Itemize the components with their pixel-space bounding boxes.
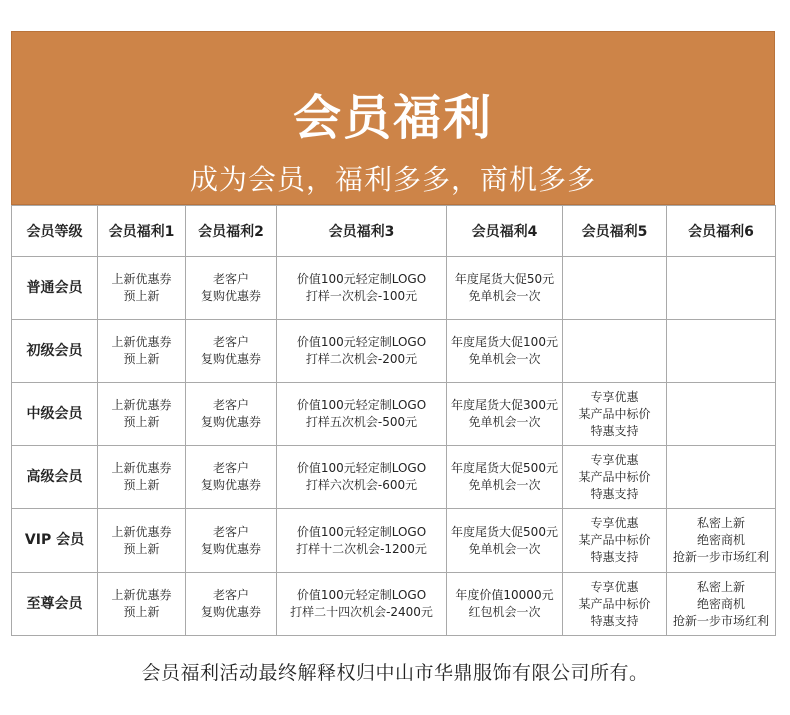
benefit-6-cell — [667, 573, 776, 636]
benefit-line: 年度尾货大促300元 — [451, 398, 558, 412]
footer-disclaimer: 会员福利活动最终解释权归中山市华鼎服饰有限公司所有。 — [141, 662, 649, 684]
benefit-line: 某产品中标价 — [578, 406, 651, 421]
column-header-benefit-1: 会员福利1 — [98, 206, 186, 257]
benefit-6-cell — [667, 257, 776, 320]
page-title: 会员福利 — [292, 90, 493, 146]
benefit-3-cell — [277, 257, 447, 320]
column-header-level: 会员等级 — [12, 206, 98, 257]
benefit-2-cell — [186, 320, 277, 383]
benefit-line: 年度价值10000元 — [455, 588, 554, 602]
benefit-line: 私密上新 — [696, 516, 745, 530]
benefit-5-cell — [563, 320, 667, 383]
benefit-line: 老客户 — [212, 272, 249, 286]
column-header-benefit-3: 会员福利3 — [277, 206, 447, 257]
table-row — [12, 509, 776, 573]
header-banner — [11, 31, 775, 205]
benefit-1-cell — [98, 257, 186, 320]
benefit-line: 价值100元轻定制LOGO — [296, 461, 427, 475]
benefit-line: 价值100元轻定制LOGO — [296, 398, 427, 412]
benefit-line: 年度尾货大促500元 — [451, 461, 558, 475]
benefit-line: 特惠支持 — [590, 423, 639, 438]
benefit-1-cell — [98, 383, 186, 446]
benefit-line: 复购优惠券 — [200, 605, 261, 619]
table-header-row — [12, 206, 776, 257]
benefit-line: 复购优惠券 — [200, 541, 261, 556]
benefit-6-cell — [667, 383, 776, 446]
benefit-line: 价值100元轻定制LOGO — [296, 524, 427, 539]
benefit-2-cell — [186, 509, 277, 573]
member-level-cell: VIP 会员 — [12, 509, 98, 573]
benefit-5-cell — [563, 257, 667, 320]
benefit-line: 老客户 — [212, 461, 249, 475]
benefit-line: 专享优惠 — [590, 452, 639, 467]
benefit-5-cell — [563, 573, 667, 636]
benefit-2-cell — [186, 383, 277, 446]
benefit-line: 上新优惠券 — [111, 335, 172, 349]
benefit-2-cell — [186, 446, 277, 509]
table-row — [12, 383, 776, 446]
benefit-line: 抢新一步市场红利 — [672, 550, 769, 564]
benefits-table-container — [11, 205, 775, 636]
benefit-1-cell — [98, 446, 186, 509]
benefit-line: 免单机会一次 — [468, 541, 541, 556]
benefit-line: 上新优惠券 — [111, 272, 172, 286]
benefit-line: 打样五次机会-500元 — [305, 415, 418, 429]
member-level-cell: 普通会员 — [12, 257, 98, 320]
benefit-line: 老客户 — [212, 588, 249, 602]
benefit-line: 预上新 — [123, 478, 160, 492]
member-level-cell: 初级会员 — [12, 320, 98, 383]
benefit-3-cell — [277, 446, 447, 509]
table-row — [12, 573, 776, 636]
benefit-4-cell — [447, 573, 563, 636]
benefit-line: 预上新 — [123, 289, 160, 303]
benefit-2-cell — [186, 257, 277, 320]
benefit-line: 复购优惠券 — [200, 352, 261, 366]
benefit-1-cell — [98, 320, 186, 383]
benefit-line: 年度尾货大促100元 — [451, 335, 558, 349]
benefit-6-cell — [667, 446, 776, 509]
benefit-line: 打样一次机会-100元 — [305, 289, 418, 303]
benefit-4-cell — [447, 446, 563, 509]
benefit-line: 打样六次机会-600元 — [305, 478, 418, 492]
benefit-5-cell — [563, 509, 667, 573]
table-body — [12, 257, 776, 636]
benefit-4-cell — [447, 257, 563, 320]
benefit-line: 预上新 — [123, 605, 160, 619]
table-row — [12, 320, 776, 383]
benefit-line: 某产品中标价 — [578, 596, 651, 611]
benefit-line: 专享优惠 — [590, 389, 639, 404]
table-row — [12, 446, 776, 509]
benefit-line: 特惠支持 — [590, 486, 639, 501]
benefit-line: 绝密商机 — [696, 533, 745, 547]
benefit-1-cell — [98, 509, 186, 573]
column-header-benefit-4: 会员福利4 — [447, 206, 563, 257]
benefit-line: 复购优惠券 — [200, 415, 261, 429]
benefit-line: 免单机会一次 — [468, 289, 541, 303]
benefit-line: 某产品中标价 — [578, 469, 651, 484]
column-header-benefit-6: 会员福利6 — [667, 206, 776, 257]
benefit-1-cell — [98, 573, 186, 636]
benefit-5-cell — [563, 383, 667, 446]
benefit-line: 打样二十四次机会-2400元 — [290, 605, 433, 619]
benefit-line: 专享优惠 — [590, 579, 639, 594]
benefit-3-cell — [277, 509, 447, 573]
column-header-benefit-2: 会员福利2 — [186, 206, 277, 257]
benefit-line: 预上新 — [123, 415, 160, 429]
member-level-cell: 高级会员 — [12, 446, 98, 509]
benefit-line: 上新优惠券 — [111, 461, 172, 475]
benefit-line: 私密上新 — [696, 579, 745, 594]
member-level-cell: 至尊会员 — [12, 573, 98, 636]
benefit-line: 年度尾货大促500元 — [451, 524, 558, 539]
benefit-5-cell — [563, 446, 667, 509]
benefit-line: 价值100元轻定制LOGO — [296, 335, 427, 349]
benefit-line: 复购优惠券 — [200, 289, 261, 303]
benefit-2-cell — [186, 573, 277, 636]
benefit-line: 打样十二次机会-1200元 — [296, 541, 427, 556]
benefit-6-cell — [667, 320, 776, 383]
benefit-line: 免单机会一次 — [468, 415, 541, 429]
benefit-line: 复购优惠券 — [200, 478, 261, 492]
benefit-line: 老客户 — [212, 398, 249, 412]
benefit-line: 抢新一步市场红利 — [672, 613, 769, 628]
benefit-line: 老客户 — [212, 335, 249, 349]
benefits-table — [11, 205, 776, 636]
benefit-4-cell — [447, 320, 563, 383]
table-row — [12, 257, 776, 320]
benefit-line: 年度尾货大促50元 — [454, 272, 555, 286]
benefit-line: 上新优惠券 — [111, 398, 172, 412]
benefit-3-cell — [277, 573, 447, 636]
benefit-line: 预上新 — [123, 541, 160, 556]
benefit-line: 某产品中标价 — [578, 533, 651, 547]
benefit-line: 免单机会一次 — [468, 352, 541, 366]
benefit-line: 特惠支持 — [590, 613, 639, 628]
benefit-line: 价值100元轻定制LOGO — [296, 272, 427, 286]
benefit-line: 免单机会一次 — [468, 478, 541, 492]
page-subtitle: 成为会员，福利多多，商机多多 — [189, 163, 596, 196]
benefit-line: 绝密商机 — [696, 596, 745, 611]
benefit-3-cell — [277, 320, 447, 383]
benefit-line: 红包机会一次 — [468, 605, 541, 619]
benefit-line: 打样二次机会-200元 — [305, 352, 418, 366]
benefit-line: 价值100元轻定制LOGO — [296, 588, 427, 602]
column-header-benefit-5: 会员福利5 — [563, 206, 667, 257]
benefit-3-cell — [277, 383, 447, 446]
benefit-line: 特惠支持 — [590, 550, 639, 564]
benefit-6-cell — [667, 509, 776, 573]
benefit-line: 上新优惠券 — [111, 588, 172, 602]
benefit-line: 老客户 — [212, 524, 249, 539]
member-level-cell: 中级会员 — [12, 383, 98, 446]
benefit-4-cell — [447, 509, 563, 573]
benefit-line: 上新优惠券 — [111, 524, 172, 539]
benefit-4-cell — [447, 383, 563, 446]
benefit-line: 专享优惠 — [590, 516, 639, 530]
benefit-line: 预上新 — [123, 352, 160, 366]
